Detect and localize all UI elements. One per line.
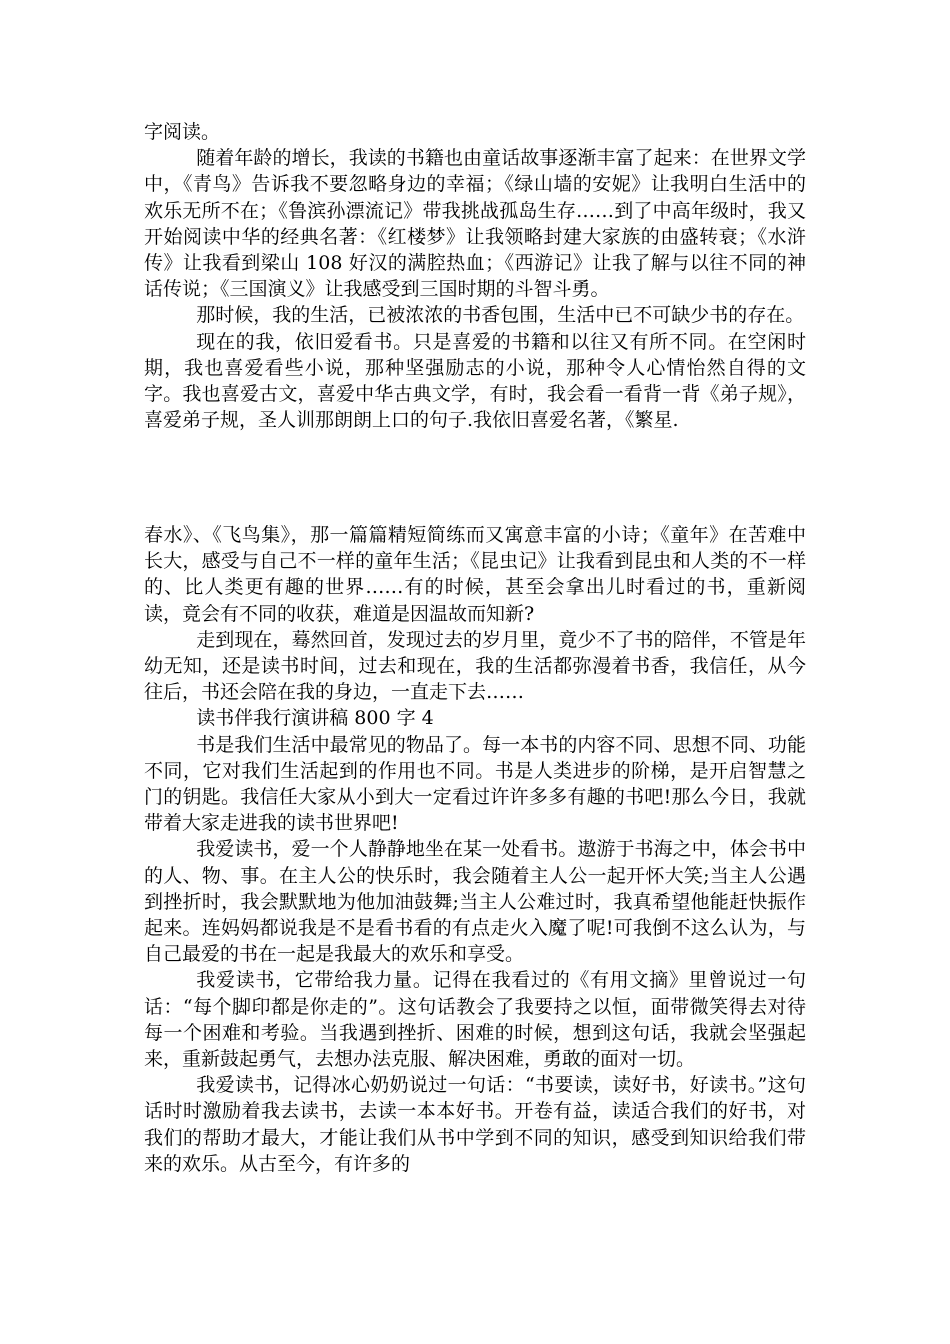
- text-section-2: [144, 522, 806, 1177]
- paragraph: 走到现在，蓦然回首，发现过去的岁月里，竟少不了书的陪伴，不管是年幼无知，还是读书时间，过去和现在，我的生活都弥漫着书香，我信任，从今往后，书还会陪在我的身边，一直走下去……: [144, 628, 806, 704]
- paragraph: 字阅读。: [144, 121, 221, 143]
- paragraph: 春水》、《飞鸟集》，那一篇篇精短简练而又寓意丰富的小诗；《童年》在苦难中长大，感受与自己不一样的童年生活；《昆虫记》让我看到昆虫和人类的不一样的、比人类更有趣的世界……有的时候，甚至会拿出儿时看过的书，重新阅读，竟会有不同的收获，难道是因温故而知新?: [144, 524, 806, 625]
- paragraph: 我爱读书，爱一个人静静地坐在某一处看书。遨游于书海之中，体会书中的人、物、事。在主人公的快乐时，我会随着主人公一起开怀大笑;当主人公遇到挫折时，我会默默地为他加油鼓舞;当主人公难过时，我真希望他能赶快振作起来。连妈妈都说我是不是看书看的有点走火入魔了呢!可我倒不这么认为，与自己最爱的书在一起是我最大的欢乐和享受。: [144, 838, 806, 966]
- text-section-1: [144, 119, 806, 433]
- paragraph: 我爱读书，记得冰心奶奶说过一句话：“书要读，读好书，好读书。”这句话时时激励着我去读书，去读一本本好书。开卷有益，读适合我们的好书，对我们的帮助才最大，才能让我们从书中学到不同的知识，感受到知识给我们带来的欢乐。从古至今，有许多的: [144, 1074, 806, 1175]
- paragraph: 那时候，我的生活，已被浓浓的书香包围，生活中已不可缺少书的存在。: [196, 304, 805, 327]
- section-heading: 读书伴我行演讲稿 800 字 4: [196, 707, 434, 730]
- paragraph: 书是我们生活中最常见的物品了。每一本书的内容不同、思想不同、功能不同，它对我们生活起到的作用也不同。书是人类进步的阶梯，是开启智慧之门的钥匙。我信任大家从小到大一定看过许许多多有趣的书吧!那么今日，我就带着大家走进我的读书世界吧!: [144, 733, 806, 835]
- paragraph: 现在的我，依旧爱看书。只是喜爱的书籍和以往又有所不同。在空闲时期，我也喜爱看些小说，那种坚强励志的小说，那种令人心情怡然自得的文字。我也喜爱古文，喜爱中华古典文学，有时，我会看一看背一背《弟子规》，喜爱弟子规，圣人训那朗朗上口的句子.我依旧喜爱名著，《繁星.: [144, 330, 806, 432]
- paragraph: 随着年龄的增长，我读的书籍也由童话故事逐渐丰富了起来：在世界文学中，《青鸟》告诉我不要忽略身边的幸福；《绿山墙的安妮》让我明白生活中的欢乐无所不在；《鲁滨孙漂流记》带我挑战孤岛生存……到了中高年级时，我又开始阅读中华的经典名著：《红楼梦》让我领略封建大家族的由盛转衰；《水浒传》让我看到梁山 108 好汉的满腔热血；《西游记》让我了解与以往不同的神话传说；《三国演义》让我感受到三国时期的斗智斗勇。: [144, 147, 806, 301]
- paragraph: 我爱读书，它带给我力量。记得在我看过的《有用文摘》里曾说过一句话：“每个脚印都是你走的”。这句话教会了我要持之以恒，面带微笑得去对待每一个困难和考验。当我遇到挫折、困难的时候，想到这句话，我就会坚强起来，重新鼓起勇气，去想办法克服、解决困难，勇敢的面对一切。: [144, 969, 806, 1071]
